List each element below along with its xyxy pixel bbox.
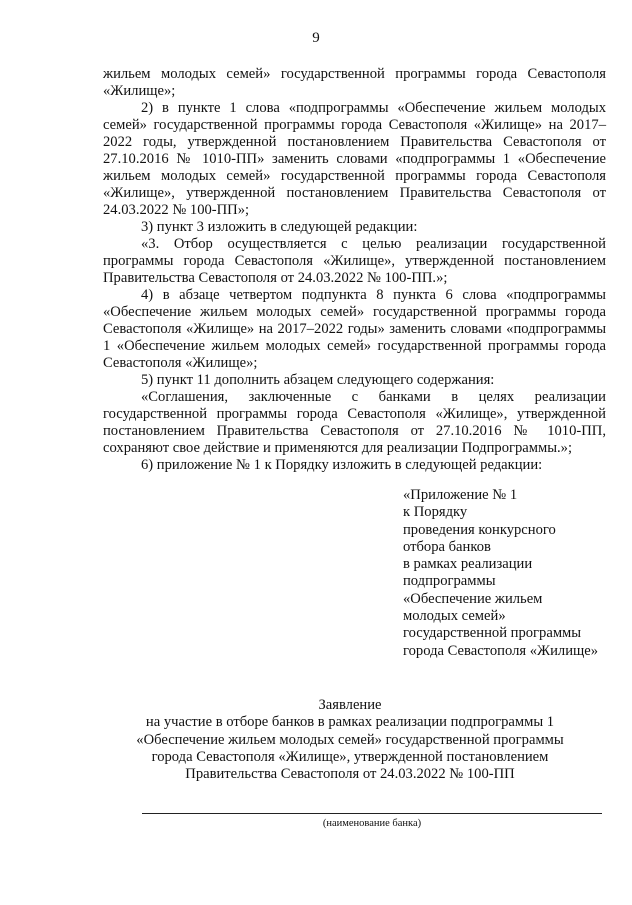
statement-line: «Обеспечение жильем молодых семей» государственной программы	[136, 731, 564, 748]
paragraph-continuation: жильем молодых семей» государственной программы города Севастополя «Жилище»;	[103, 66, 606, 99]
paragraph-item-5: 5) пункт 11 дополнить абзацем следующего содержания:	[141, 372, 495, 388]
paragraph-item-4: 4) в абзаце четвертом подпункта 8 пункта 6 слова «подпрограммы «Обеспечение жильем молодых семей» государственной программы города Севастополя «Жилище» на 2017–2022 годы» заменить словами «подпрограммы 1 «Обеспечение жильем молодых семей» государственной программы города Севастополя «Жилище»;	[103, 287, 606, 371]
appendix-line: государственной программы	[403, 625, 582, 642]
appendix-header	[403, 487, 613, 660]
appendix-line: молодых семей»	[403, 608, 506, 625]
paragraph-quote-3: «3. Отбор осуществляется с целью реализации государственной программы города Севастополя «Жилище», утвержденной постановлением Правительства Севастополя от 24.03.2022 № 100-ПП.»;	[103, 236, 606, 286]
appendix-line: в рамках реализации	[403, 556, 533, 573]
bank-name-line	[142, 813, 602, 814]
page-number: 9	[312, 30, 320, 46]
document-body	[103, 66, 606, 474]
bank-name-caption: (наименование банка)	[322, 818, 422, 829]
appendix-line: города Севастополя «Жилище»	[403, 642, 599, 659]
statement-line: Правительства Севастополя от 24.03.2022 № 100-ПП	[185, 766, 515, 783]
appendix-line: «Обеспечение жильем	[403, 590, 543, 607]
appendix-line: проведения конкурсного	[403, 521, 556, 538]
statement-line: на участие в отборе банков в рамках реализации подпрограммы 1	[145, 714, 555, 731]
statement-heading	[90, 697, 610, 783]
appendix-line: подпрограммы	[403, 573, 496, 590]
appendix-line: отбора банков	[403, 538, 491, 555]
statement-title: Заявление	[318, 697, 382, 713]
appendix-line: к Порядку	[403, 504, 468, 521]
statement-line: города Севастополя «Жилище», утвержденной постановлением	[151, 748, 549, 765]
paragraph-quote-5: «Соглашения, заключенные с банками в целях реализации государственной программы города Севастополя «Жилище», утвержденной постановлением Правительства Севастополя от 27.10.2016 № 1010-ПП, сохраняют свое действие и применяются для реализации Подпрограммы.»;	[103, 389, 606, 456]
paragraph-item-3: 3) пункт 3 изложить в следующей редакции:	[141, 219, 418, 235]
paragraph-item-2: 2) в пункте 1 слова «подпрограммы «Обеспечение жильем молодых семей» государственной программы города Севастополя «Жилище» на 2017–2022 годы, утвержденной постановлением Правительства Севастополя от 27.10.2016 № 1010-ПП» заменить словами «подпрограммы 1 «Обеспечение жильем молодых семей» государственной программы города Севастополя «Жилище», утвержденной постановлением Правительства Севастополя от 24.03.2022 № 100-ПП»;	[103, 100, 606, 218]
paragraph-item-6: 6) приложение № 1 к Порядку изложить в следующей редакции:	[141, 457, 543, 473]
appendix-line: «Приложение № 1	[403, 487, 518, 503]
